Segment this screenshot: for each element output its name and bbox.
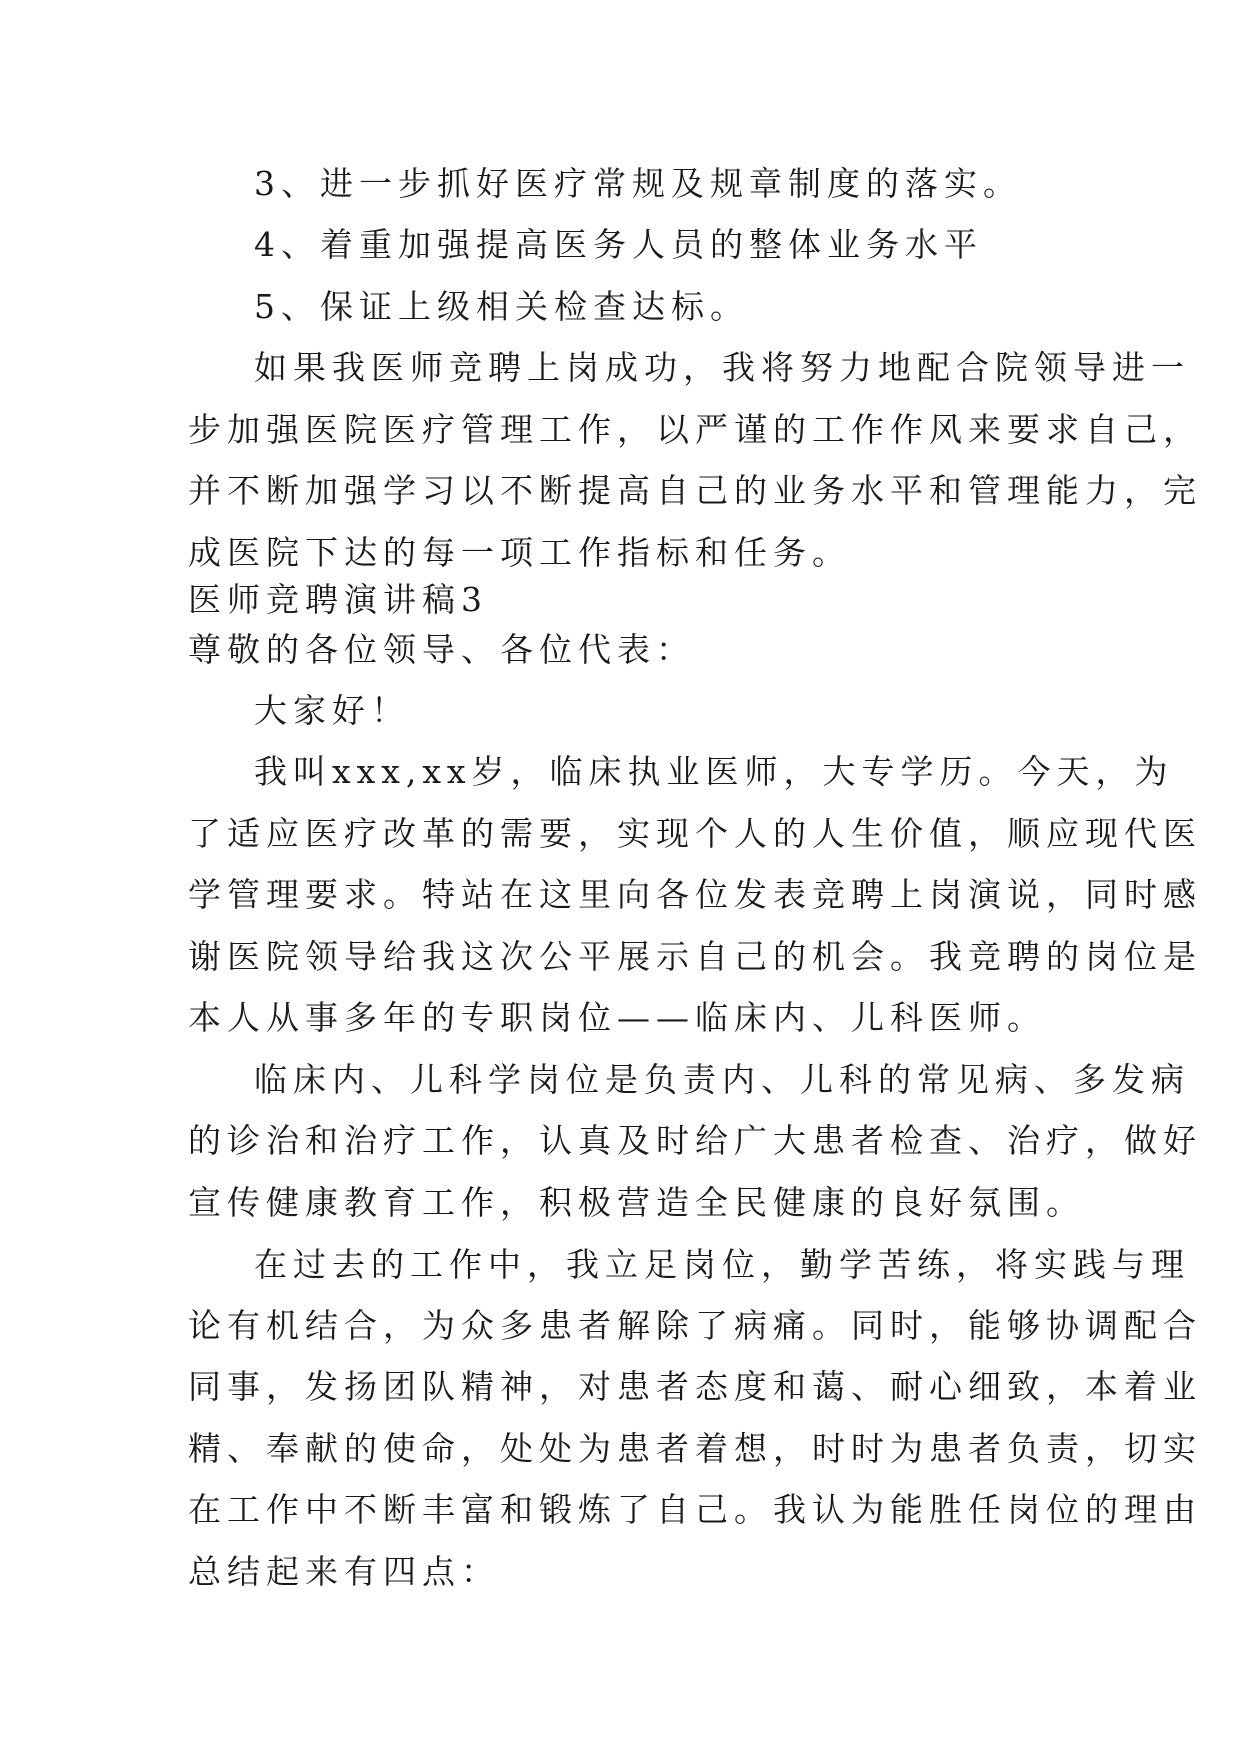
paragraph-line: 在工作中不断丰富和锻炼了自己。我认为能胜任岗位的理由	[188, 1490, 1202, 1529]
paragraph-line: 的诊治和治疗工作，认真及时给广大患者检查、治疗，做好	[188, 1121, 1202, 1160]
paragraph-line: 临床内、儿科学岗位是负责内、儿科的常见病、多发病	[254, 1060, 1190, 1099]
paragraph-line: 步加强医院医疗管理工作，以严谨的工作作风来要求自己，	[188, 410, 1202, 449]
paragraph-line: 总结起来有四点：	[188, 1552, 500, 1591]
paragraph-line: 了适应医疗改革的需要，实现个人的人生价值，顺应现代医	[188, 814, 1202, 853]
list-item-3: 3、进一步抓好医疗常规及规章制度的落实。	[254, 164, 1022, 203]
paragraph-line: 如果我医师竞聘上岗成功，我将努力地配合院领导进一	[254, 348, 1190, 387]
paragraph-line: 我叫xxx,xx岁，临床执业医师，大专学历。今天，为	[254, 752, 1174, 791]
paragraph-line: 学管理要求。特站在这里向各位发表竞聘上岗演说，同时感	[188, 875, 1202, 914]
paragraph-line: 并不断加强学习以不断提高自己的业务水平和管理能力，完	[188, 471, 1202, 510]
greeting: 大家好！	[254, 691, 410, 730]
paragraph-line: 论有机结合，为众多患者解除了病痛。同时，能够协调配合	[188, 1306, 1202, 1345]
paragraph-line: 宣传健康教育工作，积极营造全民健康的良好氛围。	[188, 1183, 1085, 1222]
paragraph-line: 谢医院领导给我这次公平展示自己的机会。我竞聘的岗位是	[188, 937, 1202, 976]
paragraph-line: 精、奉献的使命，处处为患者着想，时时为患者负责，切实	[188, 1429, 1202, 1468]
paragraph-line: 成医院下达的每一项工作指标和任务。	[188, 533, 851, 572]
salutation: 尊敬的各位领导、各位代表：	[188, 630, 695, 669]
list-item-4: 4、着重加强提高医务人员的整体业务水平	[254, 225, 983, 264]
section-title: 医师竞聘演讲稿3	[188, 580, 488, 619]
list-item-5: 5、保证上级相关检查达标。	[254, 287, 749, 326]
paragraph-line: 本人从事多年的专职岗位——临床内、儿科医师。	[188, 998, 1046, 1037]
paragraph-line: 在过去的工作中，我立足岗位，勤学苦练，将实践与理	[254, 1245, 1190, 1284]
paragraph-line: 同事，发扬团队精神，对患者态度和蔼、耐心细致，本着业	[188, 1367, 1202, 1406]
